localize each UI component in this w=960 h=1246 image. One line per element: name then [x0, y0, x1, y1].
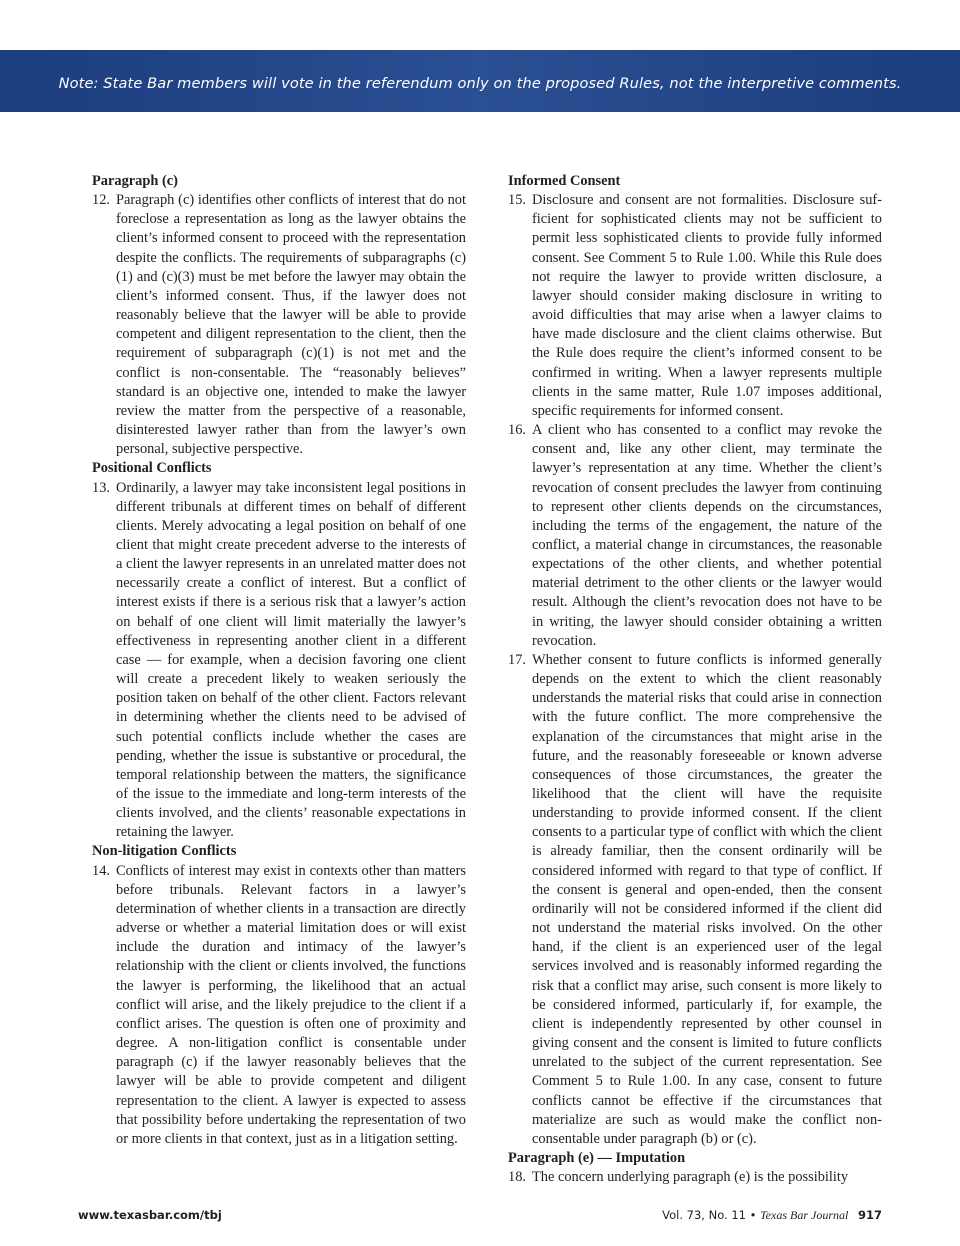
comment-number: 12.: [92, 192, 110, 209]
note-banner: [0, 50, 960, 112]
heading-informed-consent: Informed Consent: [508, 173, 621, 189]
footer-separator: •: [749, 1208, 757, 1222]
comment-12: [92, 191, 466, 459]
heading-positional-conflicts: Positional Conflicts: [92, 460, 212, 477]
footer-url-link[interactable]: www.texasbar.com/tbj: [78, 1208, 222, 1222]
heading-paragraph-e-imputation: Paragraph (e) — Imputation: [508, 1149, 686, 1166]
footer-volume: Vol. 73, No. 11: [662, 1208, 746, 1222]
comment-15: [508, 191, 882, 421]
left-column: [92, 172, 466, 1149]
comment-number: 15.: [508, 192, 526, 209]
comment-text: Conflicts of interest may exist in contexts other than matters before tribunals. Relevant factors in a lawyer’s determination of whether clients in a transaction are directly adverse or whether a material limitation does or will exist include the duration and intimacy of the lawyer’s relationship with the client or clients involved, the functions the lawyer is performing, the likelihood that an actual conflict will arise, and the likely prejudice to the client if a conflict arises. The question is often one of proximity and degree. A non-litigation conflict is consentable under paragraph (c) if the lawyer reasonably believes that the lawyer will be able to provide competent and diligent representation to the client. A lawyer is expected to assess that possibility before undertaking the representation of two or more clients in that context, just as in a litigation setting.: [116, 862, 466, 1147]
footer-citation: [662, 1208, 882, 1223]
comment-number: 14.: [92, 862, 110, 879]
comment-text: Whether consent to future conflicts is informed generally depends on the extent to which the client reasonably understands the material risks that could arise in connection with the future conflict. The more comprehensive the explanation of the circumstances that might arise in the future, and the reasonably foreseeable or known adverse consequences of those circumstances, the greater the likelihood that the client will have the requisite understanding to provide informed consent. If the client consents to a particular type of conflict with which the client is already familiar, then the consent ordinarily will be considered informed with regard to that type of conflict. If the consent is general and open-ended, then the consent ordinarily will not be considered informed if the client did not understand the material risks involved. On the other hand, if the client is an experienced user of the legal services involved and is reasonably informed regarding the risk that a conflict may arise, such consent is more likely to be considered informed, particularly if, for example, the client is independently represented by other counsel in giving consent and the consent is limited to future conflicts unrelated to the subject of the current representation. See Comment 5 to Rule 1.00. In any case, consent to future conflicts cannot be effective if the circumstances that materialize are such as would make the conflict non-consentable under paragraph (b) or (c).: [532, 651, 882, 1147]
comment-13: [92, 479, 466, 843]
comment-number: 18.: [508, 1169, 526, 1186]
footer-page-number: 917: [857, 1208, 882, 1222]
comment-text: Disclosure and consent are not formalities. Disclosure sufficient for sophisticated clients may not be sufficient to permit less sophisticated clients to provide fully informed consent. See Comment 5 to Rule 1.00. While this Rule does not require the lawyer to provide written disclosure, a lawyer should consider making disclosure in writing to avoid difficulties that may arise when a lawyer claims to have made disclosure and the client claims otherwise. But the Rule does require the client’s informed consent to be confirmed in writing. When a lawyer represents multiple clients in the same matter, Rule 1.07 imposes additional, specific requirements for informed consent.: [532, 192, 882, 419]
comment-16: [508, 421, 882, 651]
comment-text: Ordinarily, a lawyer may take inconsistent legal positions in different tribunals at different times on behalf of different clients. Merely advocating a legal position on behalf of one client that might create precedent adverse to the interests of a client the lawyer represents in an unrelated matter does not necessarily create a conflict of interest. But a conflict of interest exists if there is a serious risk that a lawyer’s action on behalf of one client will limit materially the lawyer’s effectiveness in representing another client in a different case — for example, when a decision favoring one client will create a precedent likely to weaken seriously the position taken on behalf of the other client. Factors relevant in determining whether the clients need to be advised of such potential conflicts include whether the cases are pending, whether the issue is substantive or procedural, the temporal relationship between the matters, the significance of the issue to the immediate and long-term interests of the clients involved, and the clients’ reasonable expectations in retaining the lawyer.: [116, 479, 466, 841]
comment-14: [92, 862, 466, 1149]
comment-text: A client who has consented to a conflict may revoke the consent and, like any other client, may terminate the lawyer’s representation at any time. Whether the client’s revocation of consent precludes the lawyer from continuing to represent other clients depends on the circumstances, including the terms of the engagement, the nature of the conflict, a material change in circumstances, the reasonable expectations of the other clients, and whether potential material detriment to the other clients or the lawyer would result. Although the client’s revocation does not have to be in writing, the lawyer should consider obtaining a written revocation.: [532, 422, 882, 649]
comment-number: 17.: [508, 651, 526, 668]
comment-18: [508, 1168, 882, 1187]
heading-paragraph-c: Paragraph (c): [92, 173, 178, 189]
comment-17: [508, 651, 882, 1149]
heading-non-litigation-conflicts: Non-litigation Conflicts: [92, 843, 237, 860]
banner-note: Note: State Bar members will vote in the referendum only on the proposed Rules, not the interpretive comments.: [58, 74, 902, 92]
page-footer: [0, 1208, 960, 1228]
comment-text: The concern underlying paragraph (e) is the possibility: [532, 1169, 849, 1186]
footer-journal-name: Texas Bar Journal: [760, 1208, 849, 1222]
comment-text: Paragraph (c) identifies other conflicts of interest that do not foreclose a representation as long as the lawyer obtains the client’s informed consent to proceed with the representation despite the conflicts. The requirements of subparagraphs (c)(1) and (c)(3) must be met before the lawyer may obtain the client’s informed consent. Thus, if the lawyer does not reasonably believe that the lawyer will be able to provide competent and diligent representation to the client, then the requirement of subparagraph (c)(1) is not met and the conflict is non-consentable. The “reasonably believes” standard is an objective one, intended to make the lawyer review the matter from the perspective of a reasonable, disinterested lawyer rather than from the lawyer’s own personal, subjective perspective.: [116, 192, 466, 458]
comment-number: 16.: [508, 422, 526, 439]
right-column: [508, 172, 882, 1187]
comment-number: 13.: [92, 479, 110, 496]
